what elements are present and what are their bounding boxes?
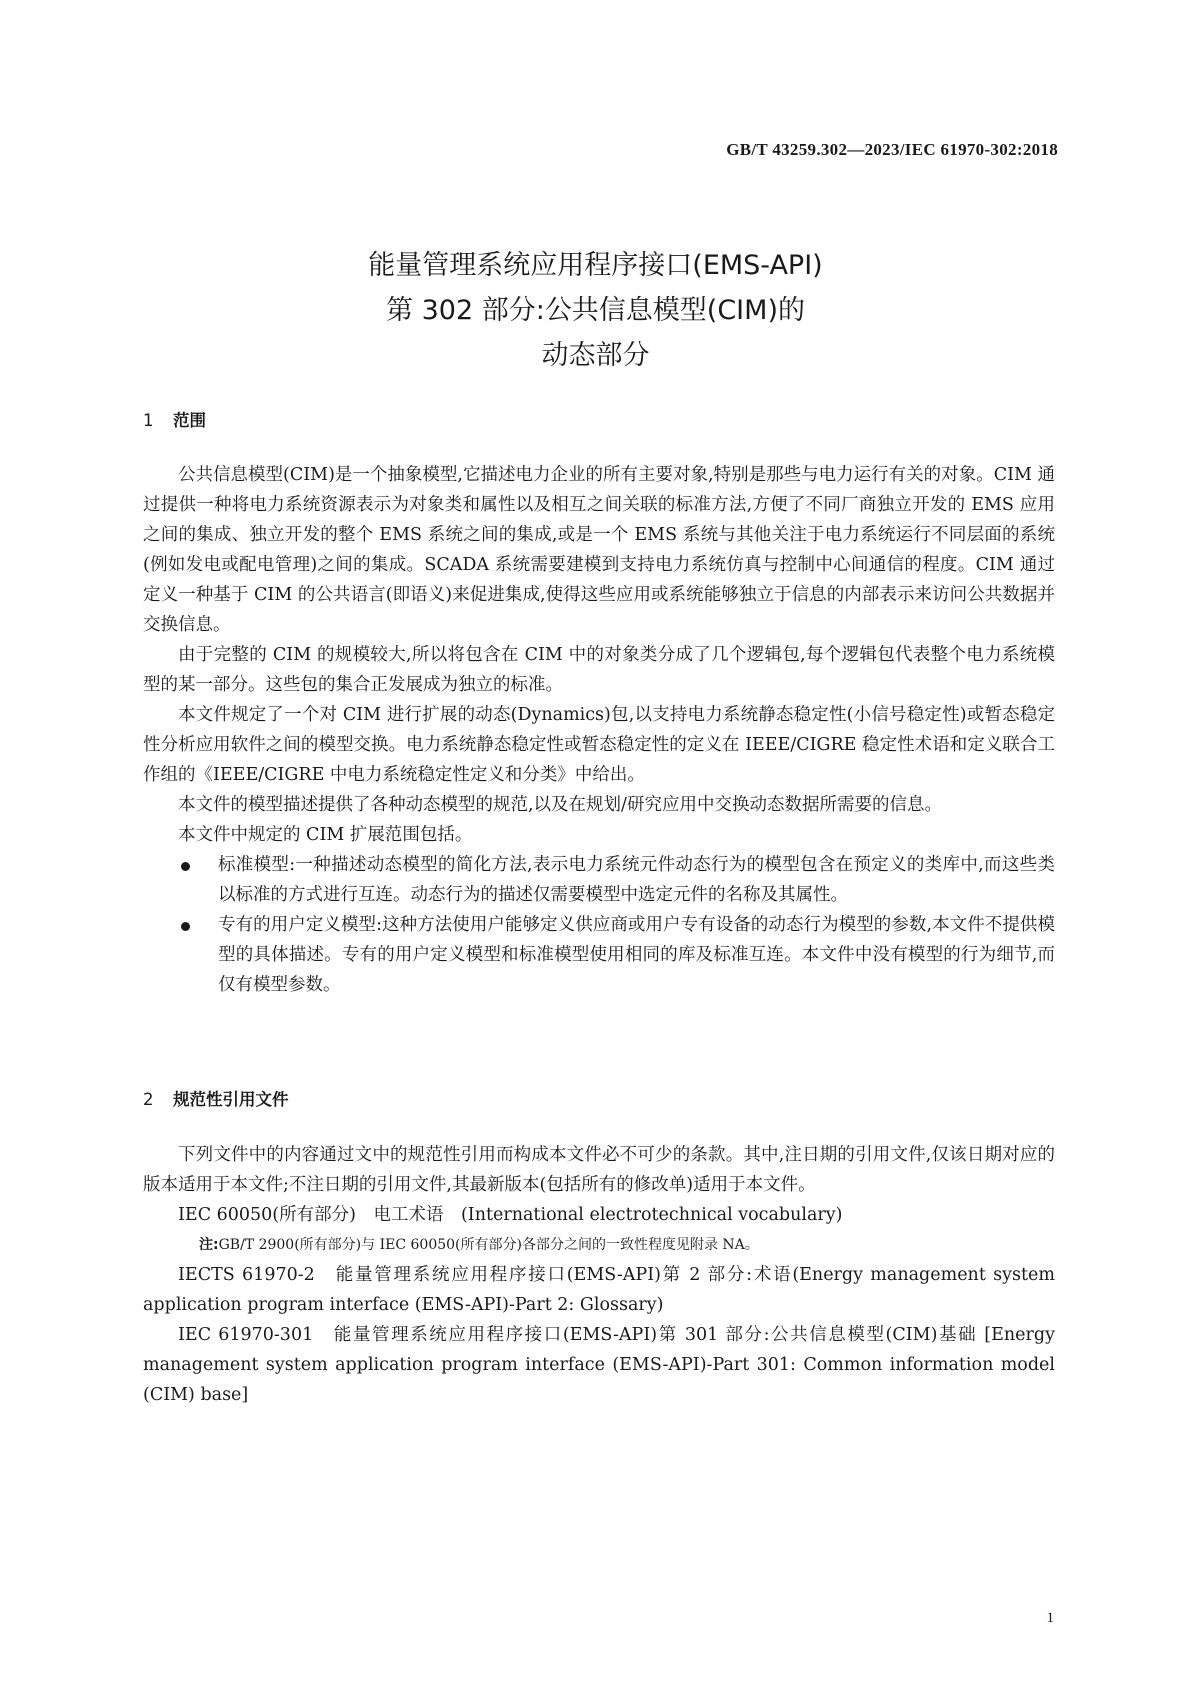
- title-line-3: 动态部分: [541, 340, 650, 371]
- title-line-2: 第 302 部分:公共信息模型(CIM)的: [386, 295, 805, 326]
- document-title: [0, 243, 1191, 378]
- note: [143, 1230, 1055, 1260]
- paragraph: 本文件规定了一个对 CIM 进行扩展的动态(Dynamics)包,以支持电力系统静态稳定性(小信号稳定性)或暂态稳定性分析应用软件之间的模型交换。电力系统静态稳定性或暂态稳定性的定义在 IEEE/CIGRE 稳定性术语和定义联合工作组的《IEEE/CIGRE 中电力系统稳定性定义和分类》中给出。: [143, 705, 1055, 785]
- list-item: [143, 850, 1055, 910]
- paragraph: 本文件中规定的 CIM 扩展范围包括。: [178, 825, 473, 845]
- section-1-title: 范围: [173, 411, 206, 430]
- paragraph: 公共信息模型(CIM)是一个抽象模型,它描述电力企业的所有主要对象,特别是那些与电力运行有关的对象。CIM 通过提供一种将电力系统资源表示为对象类和属性以及相互之间关联的标准方法,方便了不同厂商独立开发的 EMS 应用之间的集成、独立开发的整个 EMS 系统之间的集成,或是一个 EMS 系统与其他关注于电力系统运行不同层面的系统(例如发电或配电管理)之间的集成。SCADA 系统需要建模到支持电力系统仿真与控制中心间通信的程度。CIM 通过定义一种基于 CIM 的公共语言(即语义)来促进集成,使得这些应用或系统能够独立于信息的内部表示来访问公共数据并交换信息。: [143, 465, 1055, 635]
- list-item: [143, 910, 1055, 1000]
- section-1-heading: [143, 407, 206, 431]
- list-item-text: 专有的用户定义模型:这种方法使用户能够定义供应商或用户专有设备的动态行为模型的参数,本文件不提供模型的具体描述。专有的用户定义模型和标准模型使用相同的库及标准互连。本文件中没有模型的行为细节,而仅有模型参数。: [218, 915, 1055, 995]
- reference-item: IEC 61970-301 能量管理系统应用程序接口(EMS-API)第 301 部分:公共信息模型(CIM)基础 [Energy management system application program interface (EMS-API)-Part 301: Common information model (CIM) base]: [143, 1325, 1055, 1405]
- note-label: 注:: [199, 1237, 219, 1253]
- bullet-icon: [181, 862, 190, 871]
- paragraph: 由于完整的 CIM 的规模较大,所以将包含在 CIM 中的对象类分成了几个逻辑包,每个逻辑包代表整个电力系统模型的某一部分。这些包的集合正发展成为独立的标准。: [143, 645, 1055, 695]
- section-2-body: [143, 1140, 1055, 1410]
- paragraph: 下列文件中的内容通过文中的规范性引用而构成本文件必不可少的条款。其中,注日期的引用文件,仅该日期对应的版本适用于本文件;不注日期的引用文件,其最新版本(包括所有的修改单)适用于本文件。: [143, 1145, 1055, 1195]
- bullet-icon: [181, 922, 190, 931]
- note-text: GB/T 2900(所有部分)与 IEC 60050(所有部分)各部分之间的一致性程度见附录 NA。: [218, 1237, 759, 1253]
- section-1-number: 1: [143, 411, 154, 430]
- section-2-title: 规范性引用文件: [173, 1090, 289, 1109]
- list-item-text: 标准模型:一种描述动态模型的简化方法,表示电力系统元件动态行为的模型包含在预定义的类库中,而这些类以标准的方式进行互连。动态行为的描述仅需要模型中选定元件的名称及其属性。: [218, 855, 1055, 905]
- reference-item: IEC 60050(所有部分) 电工术语 (International electrotechnical vocabulary): [178, 1205, 843, 1225]
- section-1-body: [143, 460, 1055, 1000]
- standard-number: GB/T 43259.302—2023/IEC 61970-302:2018: [726, 140, 1058, 159]
- paragraph: 本文件的模型描述提供了各种动态模型的规范,以及在规划/研究应用中交换动态数据所需要的信息。: [178, 795, 942, 815]
- title-line-1: 能量管理系统应用程序接口(EMS-API): [368, 250, 823, 281]
- section-2-number: 2: [143, 1090, 154, 1109]
- section-2-heading: [143, 1086, 289, 1110]
- page-number: 1: [1046, 1610, 1054, 1626]
- reference-item: IECTS 61970-2 能量管理系统应用程序接口(EMS-API)第 2 部分:术语(Energy management system application program interface (EMS-API)-Part 2: Glossary): [143, 1265, 1055, 1315]
